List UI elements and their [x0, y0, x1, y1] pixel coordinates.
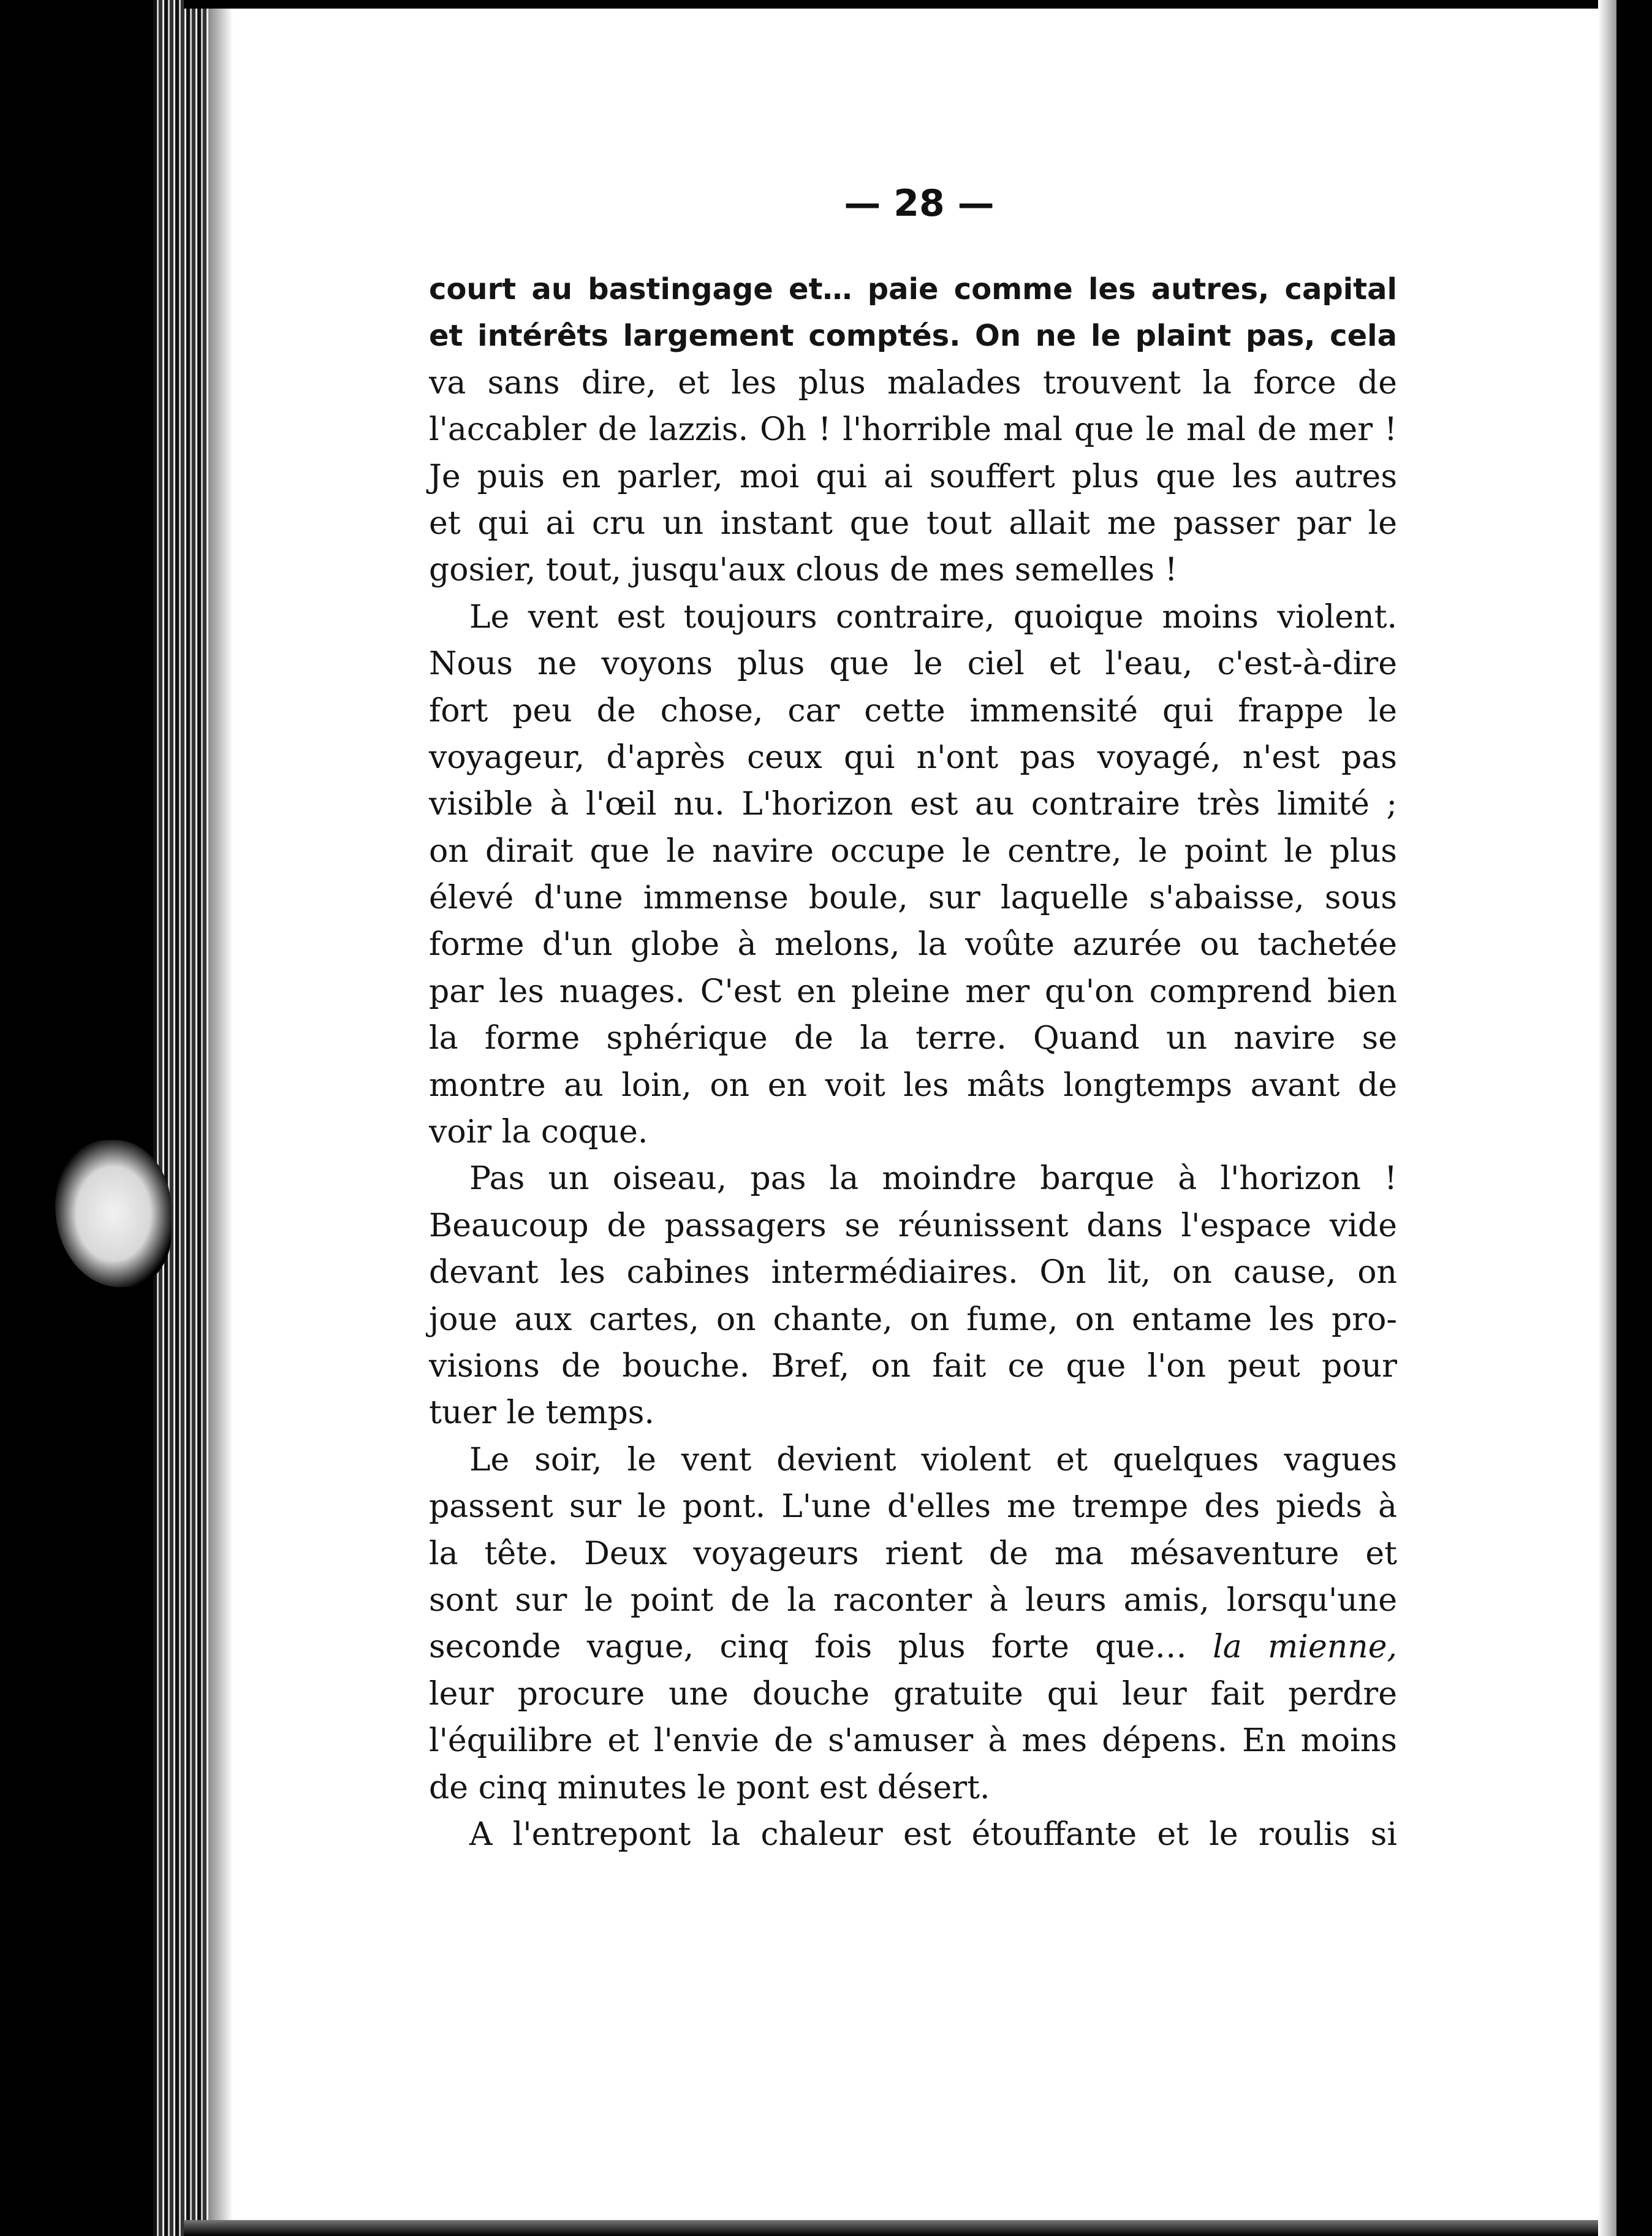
scan-bottom-border [184, 2220, 1616, 2236]
paragraph [429, 1811, 1397, 1858]
text-line: visible à l'œil nu. L'horizon est au contraire très limité ; [429, 786, 1397, 823]
text-line: l'accabler de lazzis. Oh ! l'horrible mal que le mal de mer ! [429, 411, 1397, 449]
text-line: voir la coque. [429, 1114, 648, 1151]
text-line: tuer le temps. [429, 1394, 654, 1432]
paragraph [429, 266, 1397, 594]
text-line: A l'entrepont la chaleur est étouffante et le roulis si [469, 1816, 1397, 1853]
right-page-shadow [1598, 0, 1616, 2236]
text-line: joue aux cartes, on chante, on fume, on entame les pro- [429, 1301, 1397, 1338]
paragraph [429, 1437, 1397, 1811]
text-line: Le soir, le vent devient violent et quelques vagues [469, 1441, 1397, 1478]
text-line: et intérêts largement comptés. On ne le plaint pas, cela [429, 319, 1397, 354]
text-line: l'équilibre et l'envie de s'amuser à mes dépens. En moins [429, 1722, 1397, 1760]
text-line-with-italic [429, 1624, 1397, 1670]
text-line: Le vent est toujours contraire, quoique moins violent. [469, 598, 1397, 636]
page-body-text [429, 266, 1397, 1858]
text-line: de cinq minutes le pont est désert. [429, 1769, 990, 1806]
text-line: passent sur le pont. L'une d'elles me trempe des pieds à [429, 1488, 1397, 1526]
text-line: va sans dire, et les plus malades trouvent la force de [429, 364, 1397, 401]
text-line: la tête. Deux voyageurs rient de ma mésaventure et [429, 1535, 1397, 1572]
text-line: Beaucoup de passagers se réunissent dans l'espace vide [429, 1207, 1397, 1244]
text-line: on dirait que le navire occupe le centre, le point le plus [429, 832, 1397, 870]
text-line: gosier, tout, jusqu'aux clous de mes semelles ! [429, 552, 1178, 589]
text-line: élevé d'une immense boule, sur laquelle s'abaisse, sous [429, 880, 1397, 917]
text-line: la forme sphérique de la terre. Quand un navire se [429, 1020, 1397, 1057]
text-line: et qui ai cru un instant que tout allait me passer par le [429, 504, 1397, 542]
text-line: fort peu de chose, car cette immensité qui frappe le [429, 692, 1397, 729]
scan-right-border [1616, 0, 1652, 2236]
scan-top-border [184, 0, 1616, 9]
text-line: montre au loin, on en voit les mâts longtemps avant de [429, 1067, 1397, 1104]
text-line-start: seconde vague, cinq fois plus forte que… [429, 1629, 1187, 1666]
text-line: forme d'un globe à melons, la voûte azurée ou tachetée [429, 926, 1397, 964]
text-line: visions de bouche. Bref, on fait ce que l'on peut pour [429, 1347, 1397, 1385]
text-line: Je puis en parler, moi qui ai souffert plus que les autres [429, 458, 1397, 495]
book-spine-edge [153, 0, 208, 2236]
text-line: leur procure une douche gratuite qui leur fait perdre [429, 1675, 1397, 1713]
page-number: — 28 — [844, 182, 995, 225]
text-line: devant les cabines intermédiaires. On lit, on cause, on [429, 1254, 1397, 1291]
text-line: Nous ne voyons plus que le ciel et l'eau, c'est-à-dire [429, 645, 1397, 683]
text-line: par les nuages. C'est en pleine mer qu'on comprend bien [429, 973, 1397, 1010]
text-line: voyageur, d'après ceux qui n'ont pas voyagé, n'est pas [429, 739, 1397, 776]
gutter-shadow [208, 0, 233, 2236]
text-line: court au bastingage et… paie comme les autres, capital [429, 272, 1397, 306]
text-line: sont sur le point de la raconter à leurs amis, lorsqu'une [429, 1581, 1397, 1619]
italic-phrase: la mienne, [1213, 1629, 1397, 1666]
text-line: Pas un oiseau, pas la moindre barque à l'horizon ! [469, 1160, 1397, 1198]
paragraph [429, 1155, 1397, 1436]
paragraph [429, 594, 1397, 1156]
